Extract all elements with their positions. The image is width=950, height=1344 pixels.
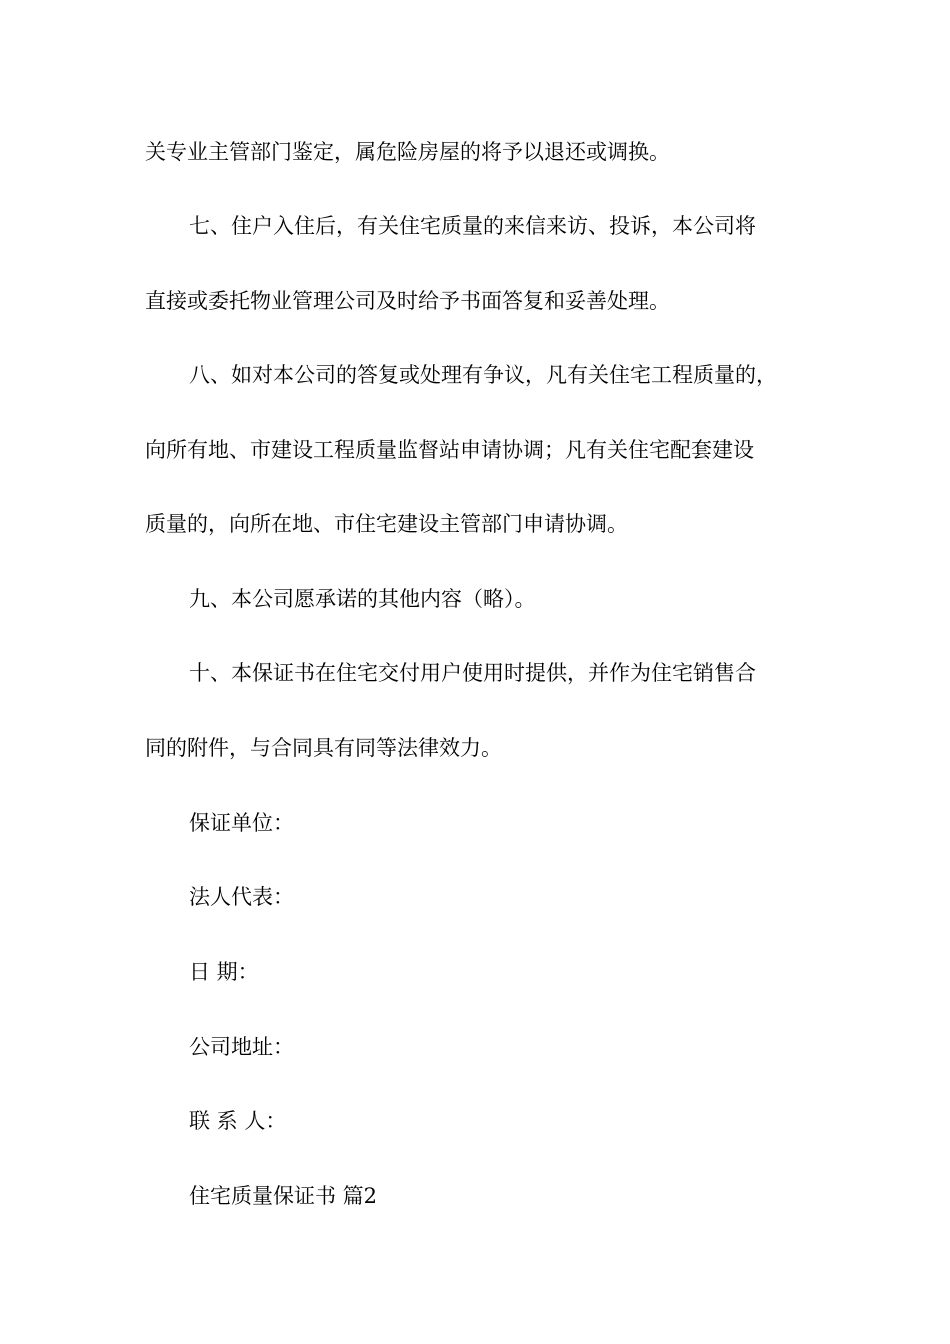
signature-date-label: 日 期： xyxy=(189,960,259,984)
signature-address-label: 公司地址： xyxy=(189,1035,294,1059)
paragraph-line-3: 直接或委托物业管理公司及时给予书面答复和妥善处理。 xyxy=(145,289,670,313)
signature-unit-label: 保证单位： xyxy=(189,811,294,835)
paragraph-line-8: 十、本保证书在住宅交付用户使用时提供，并作为住宅销售合 xyxy=(189,661,756,685)
paragraph-line-6: 质量的，向所在地、市住宅建设主管部门申请协调。 xyxy=(145,512,628,536)
paragraph-line-1: 关专业主管部门鉴定，属危险房屋的将予以退还或调换。 xyxy=(145,140,670,164)
paragraph-line-4: 八、如对本公司的答复或处理有争议，凡有关住宅工程质量的， xyxy=(189,363,777,387)
paragraph-line-7: 九、本公司愿承诺的其他内容（略）。 xyxy=(189,587,536,611)
paragraph-line-9: 同的附件，与合同具有同等法律效力。 xyxy=(145,736,502,760)
signature-contact-label: 联 系 人： xyxy=(189,1109,287,1133)
signature-legal-rep-label: 法人代表： xyxy=(189,885,294,909)
paragraph-line-5: 向所有地、市建设工程质量监督站申请协调；凡有关住宅配套建设 xyxy=(145,438,754,462)
paragraph-line-2: 七、住户入住后，有关住宅质量的来信来访、投诉，本公司将 xyxy=(189,214,756,238)
next-section-title: 住宅质量保证书 篇2 xyxy=(189,1184,378,1208)
